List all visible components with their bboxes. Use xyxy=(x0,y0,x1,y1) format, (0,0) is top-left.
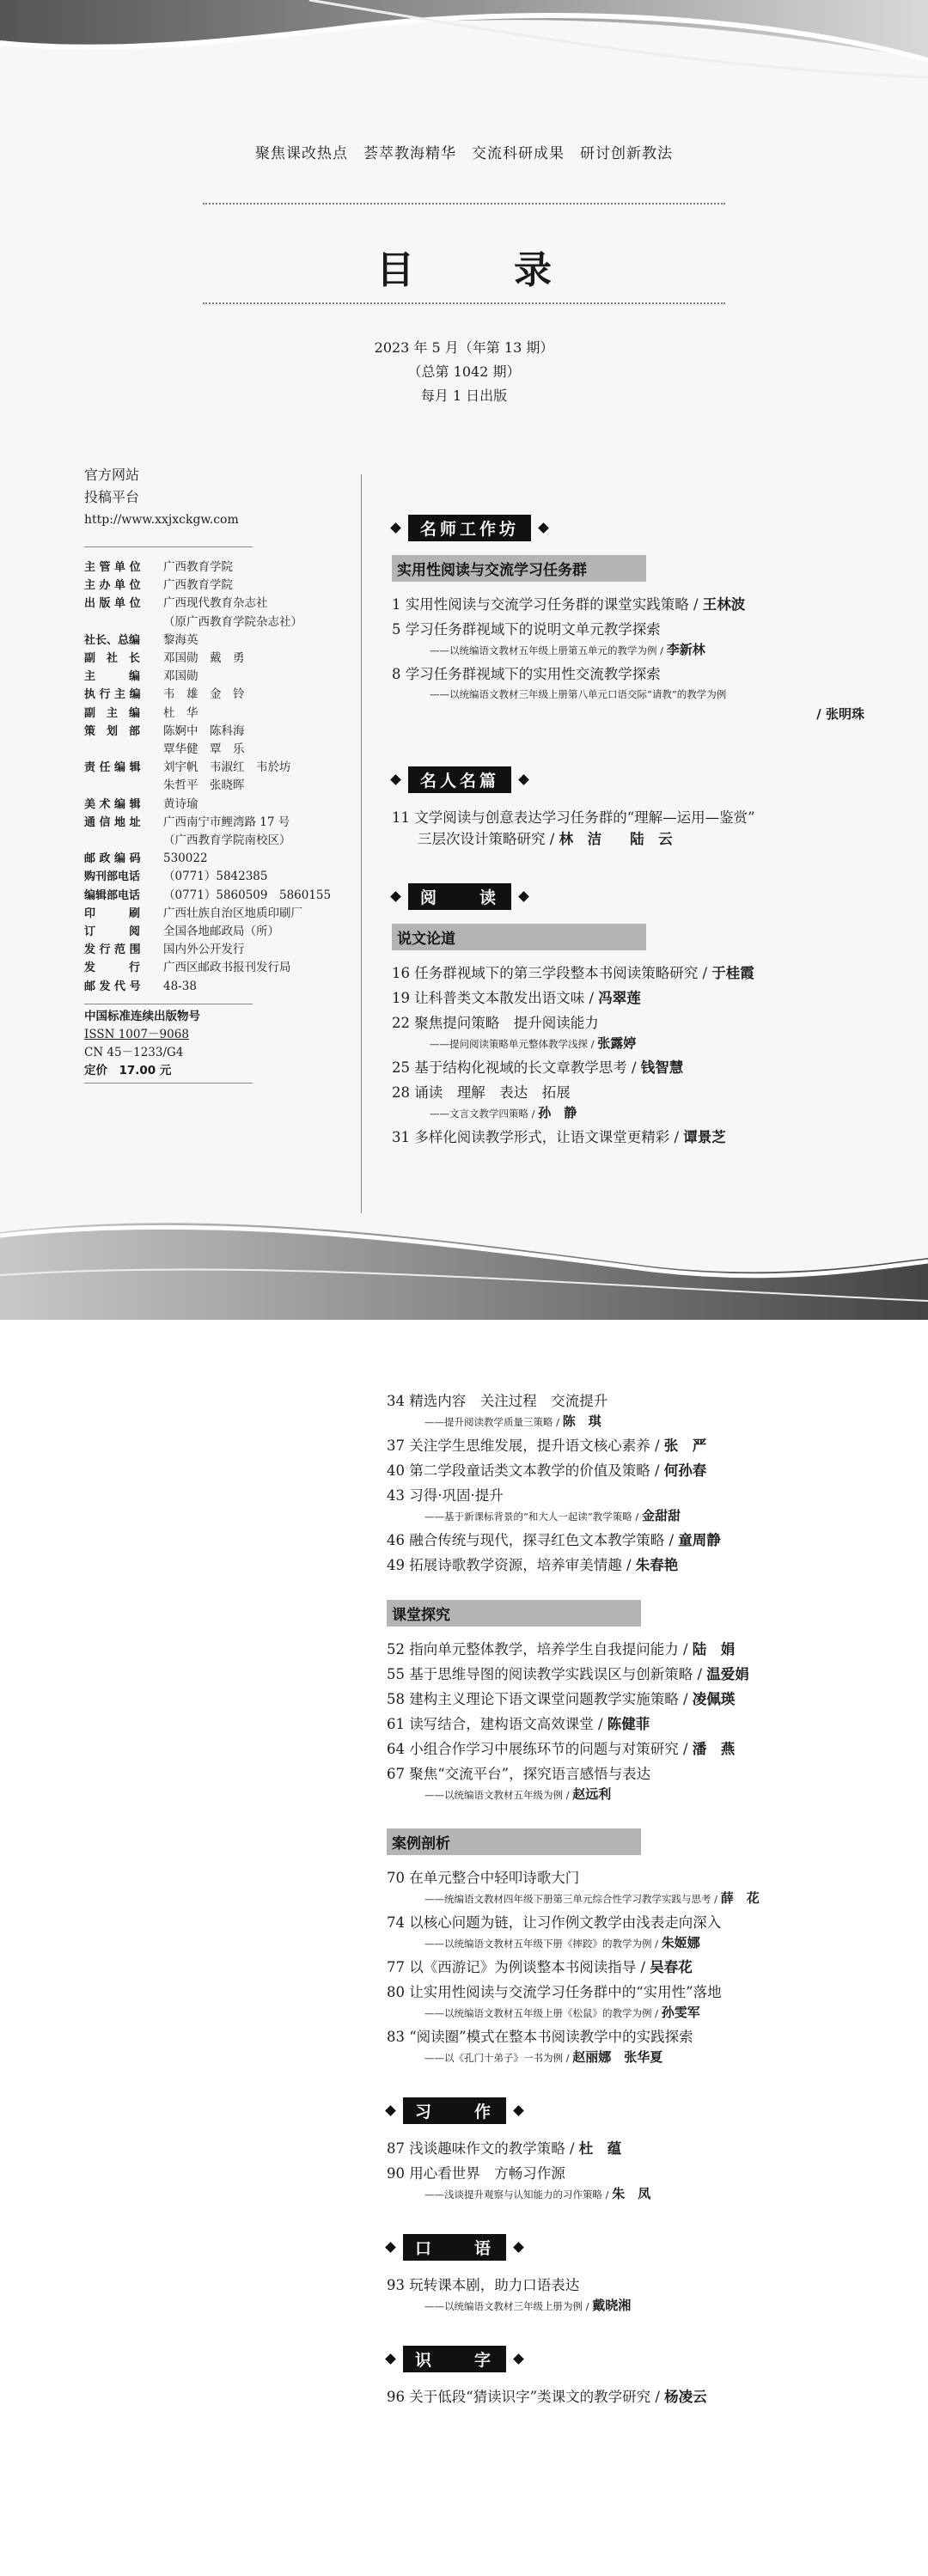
entry-subtitle-text: ——以《孔门十弟子》一书为例 / xyxy=(424,2052,573,2064)
entry-title-text: 70 在单元整合中轻叩诗歌大门 xyxy=(387,1870,580,1886)
info-row xyxy=(84,686,359,704)
entry-subtitle xyxy=(387,2296,868,2316)
info-row xyxy=(84,832,359,850)
info-value: 黄诗瑜 xyxy=(163,797,198,811)
toc-entry[interactable] xyxy=(392,663,873,724)
toc-entry[interactable] xyxy=(392,1126,873,1148)
serial-number-block xyxy=(84,1008,200,1080)
entry-subtitle xyxy=(392,1103,873,1123)
entry-subtitle-text: ——提问阅读策略单元整体教学浅探 / xyxy=(430,1038,598,1050)
entry-author: 童周静 xyxy=(678,1532,721,1548)
info-key: 策 划 部 xyxy=(84,724,141,738)
entry-title-text: 67 聚焦“交流平台”，探究语言感悟与表达 xyxy=(387,1766,651,1782)
entry-author: 陈健菲 xyxy=(607,1716,650,1732)
info-value: 杜 华 xyxy=(163,705,198,720)
info-value: 广西教育学院 xyxy=(163,560,233,574)
info-row xyxy=(84,905,359,923)
info-key xyxy=(84,613,163,632)
entry-title-text: 61 读写结合，建构语文高效课堂 / xyxy=(387,1716,607,1732)
toc-entry[interactable] xyxy=(387,1738,868,1760)
entry-title xyxy=(387,1485,868,1506)
entry-title-text: 19 让科普类文本散发出语文味 / xyxy=(392,990,599,1006)
subsection-heading-mingshi: 实用性阅读与交流学习任务群 xyxy=(392,555,646,582)
info-divider xyxy=(84,1083,253,1084)
info-value: 48-38 xyxy=(163,979,197,993)
toc-entry[interactable] xyxy=(387,2386,868,2408)
entry-title-text: 49 拓展诗歌教学资源，培养审美情趣 / xyxy=(387,1557,636,1573)
toc-entry[interactable] xyxy=(387,1485,868,1526)
info-value: 广西南宁市鲤湾路 17 号 xyxy=(163,815,290,829)
info-key: 通 信 地 址 xyxy=(84,815,141,829)
toc-entry[interactable] xyxy=(387,1529,868,1551)
info-value: 国内外公开发行 xyxy=(163,943,245,957)
entry-subtitle xyxy=(387,1889,868,1908)
entry-author: 何孙春 xyxy=(663,1462,707,1479)
info-key: 印 刷 xyxy=(84,906,141,920)
entry-title xyxy=(387,1663,868,1685)
section-heading-yuedu xyxy=(392,882,873,910)
toc-entry[interactable] xyxy=(387,1867,868,1908)
info-value: 覃华健 覃 乐 xyxy=(163,742,245,757)
section-heading-shizi xyxy=(387,2345,868,2372)
diamond-icon xyxy=(385,2105,396,2116)
info-value: 广西教育学院 xyxy=(163,578,233,593)
info-value: 广西现代教育杂志社 xyxy=(163,596,268,611)
info-row xyxy=(84,759,359,777)
publication-info xyxy=(84,559,359,996)
entry-title xyxy=(387,1688,868,1710)
entry-author: 金甜甜 xyxy=(641,1508,681,1523)
entry-title-text: 55 基于思维导图的阅读教学实践误区与创新策略 / xyxy=(387,1666,707,1682)
entry-subtitle-text: ——提升阅读教学质量三策略 / xyxy=(424,1416,563,1428)
entry-title-text: 83 “阅读圈”模式在整本书阅读教学中的实践探索 xyxy=(387,2029,693,2045)
entry-subtitle xyxy=(387,2184,868,2204)
info-row xyxy=(84,887,359,905)
toc-entry[interactable] xyxy=(387,1554,868,1576)
info-key: 购刊部电话 xyxy=(84,870,141,884)
submission-label: 投稿平台 xyxy=(84,489,140,505)
toc-entry[interactable] xyxy=(392,1012,873,1053)
tagline: 聚焦课改热点 荟萃教海精华 交流科研成果 研讨创新教法 xyxy=(255,145,673,162)
entry-subtitle xyxy=(392,685,873,704)
entry-author: 陈 琪 xyxy=(562,1413,601,1429)
diamond-icon xyxy=(390,522,401,534)
info-row xyxy=(84,941,359,959)
entry-title xyxy=(387,1956,868,1978)
entry-subtitle-text: ——以统编语文教材五年级下册《摔跤》的教学为例 / xyxy=(424,1938,662,1950)
info-row xyxy=(84,668,359,686)
entry-author: 赵远利 xyxy=(572,1786,612,1802)
entry-title xyxy=(392,1057,873,1078)
section-spacer xyxy=(387,2319,868,2345)
diamond-icon xyxy=(518,891,529,902)
entry-subtitle-text: ——浅谈提升观察与认知能力的习作策略 / xyxy=(424,2188,613,2201)
info-key xyxy=(84,741,163,759)
entry-author: 李新林 xyxy=(666,642,705,657)
info-row xyxy=(84,959,359,977)
entry-title-text: 90 用心看世界 方畅习作源 xyxy=(387,2165,565,2182)
info-key: 美 术 编 辑 xyxy=(84,797,141,811)
diamond-icon xyxy=(513,2242,524,2253)
dotted-divider xyxy=(203,302,725,304)
section-heading-kouyu xyxy=(387,2233,868,2261)
info-key: 邮 发 代 号 xyxy=(84,980,141,993)
info-row xyxy=(84,650,359,668)
section-label: 习 作 xyxy=(403,2097,506,2124)
toc-entry[interactable] xyxy=(387,2274,868,2316)
info-key: 执 行 主 编 xyxy=(84,688,141,702)
toc-entry[interactable] xyxy=(392,1082,873,1123)
entry-subtitle-text: ——以统编语文教材三年级上册为例 / xyxy=(424,2300,593,2312)
entry-title-text: 22 聚焦提问策略 提升阅读能力 xyxy=(392,1015,599,1031)
entry-author: 谭景芝 xyxy=(683,1129,726,1145)
section-spacer xyxy=(387,1579,868,1596)
entry-subtitle-text: ——以统编语文教材五年级上册第五单元的教学为例 / xyxy=(430,644,667,656)
toc-entry[interactable] xyxy=(387,1460,868,1481)
info-key: 副 社 长 xyxy=(84,652,141,666)
info-key: 出 版 单 位 xyxy=(84,597,141,611)
official-site-block xyxy=(84,464,239,531)
entry-title-text: 64 小组合作学习中展练环节的问题与对策研究 / xyxy=(387,1741,693,1757)
info-value: 韦 雄 金 铃 xyxy=(163,687,245,702)
toc-entry[interactable] xyxy=(387,1981,868,2023)
section-spacer xyxy=(392,728,873,766)
toc-entry[interactable] xyxy=(392,962,873,984)
entry-title xyxy=(392,1082,873,1103)
entry-title-text: 40 第二学段童话类文本教学的价值及策略 / xyxy=(387,1462,664,1479)
entry-title xyxy=(392,962,873,984)
entry-subtitle xyxy=(387,1412,868,1431)
info-row xyxy=(84,850,359,868)
entry-author: 张露婷 xyxy=(597,1035,637,1051)
info-row xyxy=(84,595,359,613)
entry-author: 温爱娟 xyxy=(706,1666,749,1682)
toc-entry[interactable] xyxy=(387,1713,868,1735)
entry-title xyxy=(392,1126,873,1148)
info-value: （广西教育学院南校区） xyxy=(163,833,291,848)
issn: ISSN 1007－9068 xyxy=(84,1028,189,1041)
info-key: 责 任 编 辑 xyxy=(84,761,141,775)
entry-title-text: 87 浅谈趣味作文的教学策略 / xyxy=(387,2140,579,2157)
info-divider xyxy=(84,546,253,547)
info-value: （0771）5842385 xyxy=(163,870,268,884)
entry-title xyxy=(387,1763,868,1785)
toc-entry[interactable] xyxy=(387,1639,868,1660)
entry-title-text: 77 以《西游记》为例谈整本书阅读指导 / xyxy=(387,1959,650,1975)
toc-entry[interactable] xyxy=(387,1763,868,1804)
info-row xyxy=(84,559,359,577)
entry-title-text: 58 建构主义理论下语文课堂问题教学实施策略 / xyxy=(387,1691,693,1707)
entry-subtitle-text: ——统编语文教材四年级下册第三单元综合性学习教学实践与思考 / xyxy=(424,1893,721,1905)
issue-date: 2023 年 5 月（年第 13 期） xyxy=(374,339,554,356)
info-value: 广西区邮政书报刊发行局 xyxy=(163,961,291,975)
section-heading-xizuo xyxy=(387,2097,868,2124)
site-label: 官方网站 xyxy=(84,467,140,483)
entry-subtitle xyxy=(387,2048,868,2067)
entry-title xyxy=(387,2026,868,2048)
subsection-heading-anli: 案例剖析 xyxy=(387,1828,641,1855)
entry-author: 冯翠莲 xyxy=(598,990,641,1006)
entry-title xyxy=(387,1554,868,1576)
column-divider xyxy=(361,474,362,1213)
subsection-heading-ketang: 课堂探究 xyxy=(387,1600,641,1627)
price: 定价 17.00 元 xyxy=(84,1064,172,1077)
diamond-icon xyxy=(518,774,529,785)
info-value: 广西壮族自治区地质印刷厂 xyxy=(163,906,302,920)
entry-title-text: 93 玩转课本剧，助力口语表达 xyxy=(387,2277,580,2293)
toc-entry[interactable] xyxy=(392,1057,873,1078)
section-spacer xyxy=(387,2071,868,2097)
entry-subtitle-text: ——文言文教学四策略 / xyxy=(430,1108,539,1120)
entry-title-text: 25 基于结构化视域的长文章教学思考 / xyxy=(392,1059,641,1076)
section-label: 阅 读 xyxy=(408,883,511,910)
info-row xyxy=(84,777,359,795)
entry-author: 朱姬娜 xyxy=(661,1935,700,1950)
diamond-icon xyxy=(385,2353,396,2365)
entry-subtitle xyxy=(392,640,873,660)
info-key: 订 阅 xyxy=(84,925,141,939)
entry-title xyxy=(387,1867,868,1889)
diamond-icon xyxy=(538,522,549,534)
toc-entry[interactable] xyxy=(387,2138,868,2159)
info-value: 530022 xyxy=(163,852,208,866)
entry-author: 戴晓湘 xyxy=(592,2298,632,2313)
diamond-icon xyxy=(390,774,401,785)
info-row xyxy=(84,978,359,996)
info-key: 编辑部电话 xyxy=(84,888,141,902)
entry-title xyxy=(387,1435,868,1456)
entry-title xyxy=(392,987,873,1009)
entry-title-text: 80 让实用性阅读与交流学习任务群中的“实用性”落地 xyxy=(387,1984,722,2000)
toc-entry[interactable] xyxy=(392,594,873,615)
toc-entry[interactable] xyxy=(387,1912,868,1953)
entry-author: 孙雯军 xyxy=(661,2005,700,2020)
issue-publish-day: 每月 1 日出版 xyxy=(420,388,508,404)
entry-title-text: 31 多样化阅读教学形式，让语文课堂更精彩 / xyxy=(392,1129,684,1145)
entry-title xyxy=(392,663,873,685)
entry-author: 赵丽娜 张华夏 xyxy=(572,2049,663,2065)
entry-title xyxy=(387,1529,868,1551)
entry-title-text: 1 实用性阅读与交流学习任务群的课堂实践策略 / xyxy=(392,596,703,613)
info-value: 全国各地邮政局（所） xyxy=(163,925,279,939)
entry-subtitle xyxy=(387,1785,868,1804)
info-row xyxy=(84,632,359,650)
subsection-heading-yuedu: 说文论道 xyxy=(392,924,646,950)
entry-title-text: 74 以核心问题为链，让习作例文教学由浅表走向深入 xyxy=(387,1914,722,1931)
entry-subtitle xyxy=(387,2003,868,2023)
toc-entry[interactable] xyxy=(387,1663,868,1685)
info-row xyxy=(84,705,359,723)
cn-number: CN 45－1233/G4 xyxy=(84,1046,184,1059)
toc-entry[interactable] xyxy=(392,807,873,850)
info-value: 邓国勋 xyxy=(163,669,198,684)
info-key: 发 行 xyxy=(84,961,141,975)
entry-title-continued-text: 三层次设计策略研究 / xyxy=(418,831,559,847)
toc-entry[interactable] xyxy=(392,619,873,660)
entry-subtitle-text: ——以统编语文教材三年级上册第八单元口语交际“请教”的教学为例 xyxy=(430,688,727,700)
toc-entry[interactable] xyxy=(387,2026,868,2067)
entry-subtitle-text: ——基于新课标背景的“和大人一起读”教学策略 / xyxy=(424,1511,642,1523)
info-value: （0771）5860509 5860155 xyxy=(163,888,332,902)
info-value: 黎海英 xyxy=(163,632,198,647)
info-row xyxy=(84,577,359,595)
section-heading-mingren xyxy=(392,766,873,793)
entry-author: 林 洁 陆 云 xyxy=(559,831,673,847)
info-key xyxy=(84,832,163,850)
info-row xyxy=(84,796,359,814)
entry-author: 陆 娟 xyxy=(692,1641,736,1657)
entry-title xyxy=(387,2138,868,2159)
diamond-icon xyxy=(390,891,401,902)
section-label: 口 语 xyxy=(403,2234,506,2261)
info-value: （原广西教育学院杂志社） xyxy=(163,614,302,629)
entry-subtitle-text: ——以统编语文教材五年级上册《松鼠》的教学为例 / xyxy=(424,2007,662,2019)
entry-title xyxy=(387,1460,868,1481)
site-url[interactable]: http://www.xxjxckgw.com xyxy=(84,513,239,527)
entry-title-text: 8 学习任务群视域下的实用性交流教学探索 xyxy=(392,666,661,682)
section-label: 名人名篇 xyxy=(408,766,511,793)
page-title: 目 录 xyxy=(376,248,583,292)
section-spacer xyxy=(392,853,873,882)
entry-title xyxy=(387,1713,868,1735)
info-key: 主 编 xyxy=(84,670,141,684)
toc-entry[interactable] xyxy=(387,1390,868,1431)
entry-author: 潘 燕 xyxy=(692,1741,736,1757)
toc-entry[interactable] xyxy=(387,1688,868,1710)
entry-title xyxy=(387,1639,868,1660)
info-row xyxy=(84,814,359,832)
info-row xyxy=(84,741,359,759)
entry-author: / 张明珠 xyxy=(816,706,864,722)
entry-title xyxy=(387,2386,868,2408)
info-key xyxy=(84,777,163,795)
info-value: 邓国勋 戴 勇 xyxy=(163,651,245,666)
entry-title-text: 46 融合传统与现代，探寻红色文本教学策略 / xyxy=(387,1532,679,1548)
toc-entry[interactable] xyxy=(392,987,873,1009)
entry-title-text: 16 任务群视域下的第三学段整本书阅读策略研究 / xyxy=(392,965,712,981)
entry-author: 张 严 xyxy=(663,1438,707,1454)
issue-total: （总第 1042 期） xyxy=(407,363,521,380)
entry-title-text: 11 文学阅读与创意表达学习任务群的“理解—运用—鉴赏” xyxy=(392,809,755,826)
entry-title xyxy=(387,2274,868,2296)
entry-author: 于桂霞 xyxy=(711,965,754,981)
entry-title xyxy=(387,1981,868,2003)
entry-title-text: 34 精选内容 关注过程 交流提升 xyxy=(387,1393,608,1409)
section-label: 识 字 xyxy=(403,2346,506,2372)
info-value: 朱哲平 张晓晖 xyxy=(163,778,245,793)
entry-subtitle-text: ——以统编语文教材五年级为例 / xyxy=(424,1789,573,1801)
toc-page-continued xyxy=(0,1320,928,2576)
entry-author: 杨凌云 xyxy=(664,2389,707,2405)
toc-column-1 xyxy=(392,514,873,1151)
info-key: 主 管 单 位 xyxy=(84,561,141,574)
entry-author: 朱 凤 xyxy=(612,2186,651,2201)
info-row xyxy=(84,723,359,741)
section-label: 名师工作坊 xyxy=(408,515,531,541)
entry-author: 王林波 xyxy=(702,596,746,613)
entry-subtitle xyxy=(387,1933,868,1953)
entry-author: 朱春艳 xyxy=(635,1557,679,1573)
entry-subtitle xyxy=(387,1506,868,1526)
diamond-icon xyxy=(513,2105,524,2116)
info-row xyxy=(84,868,359,886)
standard-serial-label: 中国标准连续出版物号 xyxy=(84,1010,200,1023)
header-swoosh-decoration xyxy=(0,0,928,95)
entry-author: 钱智慧 xyxy=(640,1059,684,1076)
entry-title xyxy=(387,1912,868,1933)
entry-title-text: 5 学习任务群视域下的说明文单元教学探索 xyxy=(392,621,661,638)
entry-title xyxy=(387,2163,868,2184)
info-value: 刘宇帆 韦淑红 韦於坊 xyxy=(163,760,291,775)
section-heading-mingshi xyxy=(392,514,873,541)
entry-author: 凌佩瑛 xyxy=(692,1691,736,1707)
info-key: 副 主 编 xyxy=(84,706,141,720)
diamond-icon xyxy=(385,2242,396,2253)
entry-author: 吴春花 xyxy=(650,1959,693,1975)
entry-title xyxy=(392,807,873,828)
entry-title-text: 96 关于低段“猜读识字”类课文的教学研究 / xyxy=(387,2389,665,2405)
entry-author: 薛 花 xyxy=(720,1890,760,1906)
toc-column-2 xyxy=(387,1390,868,2411)
info-key: 发 行 范 围 xyxy=(84,943,141,957)
entry-author: 孙 静 xyxy=(538,1105,577,1120)
toc-entry[interactable] xyxy=(387,1435,868,1456)
info-value: 陈婀中 陈科海 xyxy=(163,723,245,738)
entry-title xyxy=(392,594,873,615)
info-row xyxy=(84,923,359,941)
toc-entry[interactable] xyxy=(387,2163,868,2204)
diamond-icon xyxy=(513,2353,524,2365)
entry-author: 杜 蕴 xyxy=(578,2140,622,2157)
entry-title xyxy=(387,1738,868,1760)
info-key: 社长、总编 xyxy=(84,633,141,647)
toc-entry[interactable] xyxy=(387,1956,868,1978)
entry-title-text: 28 诵读 理解 表达 拓展 xyxy=(392,1084,571,1101)
info-key: 主 办 单 位 xyxy=(84,579,141,593)
entry-title xyxy=(387,1390,868,1412)
entry-title xyxy=(392,619,873,640)
section-spacer xyxy=(387,1808,868,1825)
dotted-divider xyxy=(203,203,725,204)
entry-title-text: 52 指向单元整体教学，培养学生自我提问能力 / xyxy=(387,1641,693,1657)
entry-title xyxy=(392,1012,873,1034)
entry-title-continued xyxy=(392,828,873,850)
entry-title-text: 43 习得·巩固·提升 xyxy=(387,1487,504,1504)
entry-title-text: 37 关注学生思维发展，提升语文核心素养 / xyxy=(387,1438,664,1454)
entry-subtitle xyxy=(392,1034,873,1053)
section-spacer xyxy=(387,2207,868,2233)
info-key: 邮 政 编 码 xyxy=(84,852,141,866)
info-row xyxy=(84,613,359,632)
footer-swoosh-decoration xyxy=(0,1206,928,1320)
